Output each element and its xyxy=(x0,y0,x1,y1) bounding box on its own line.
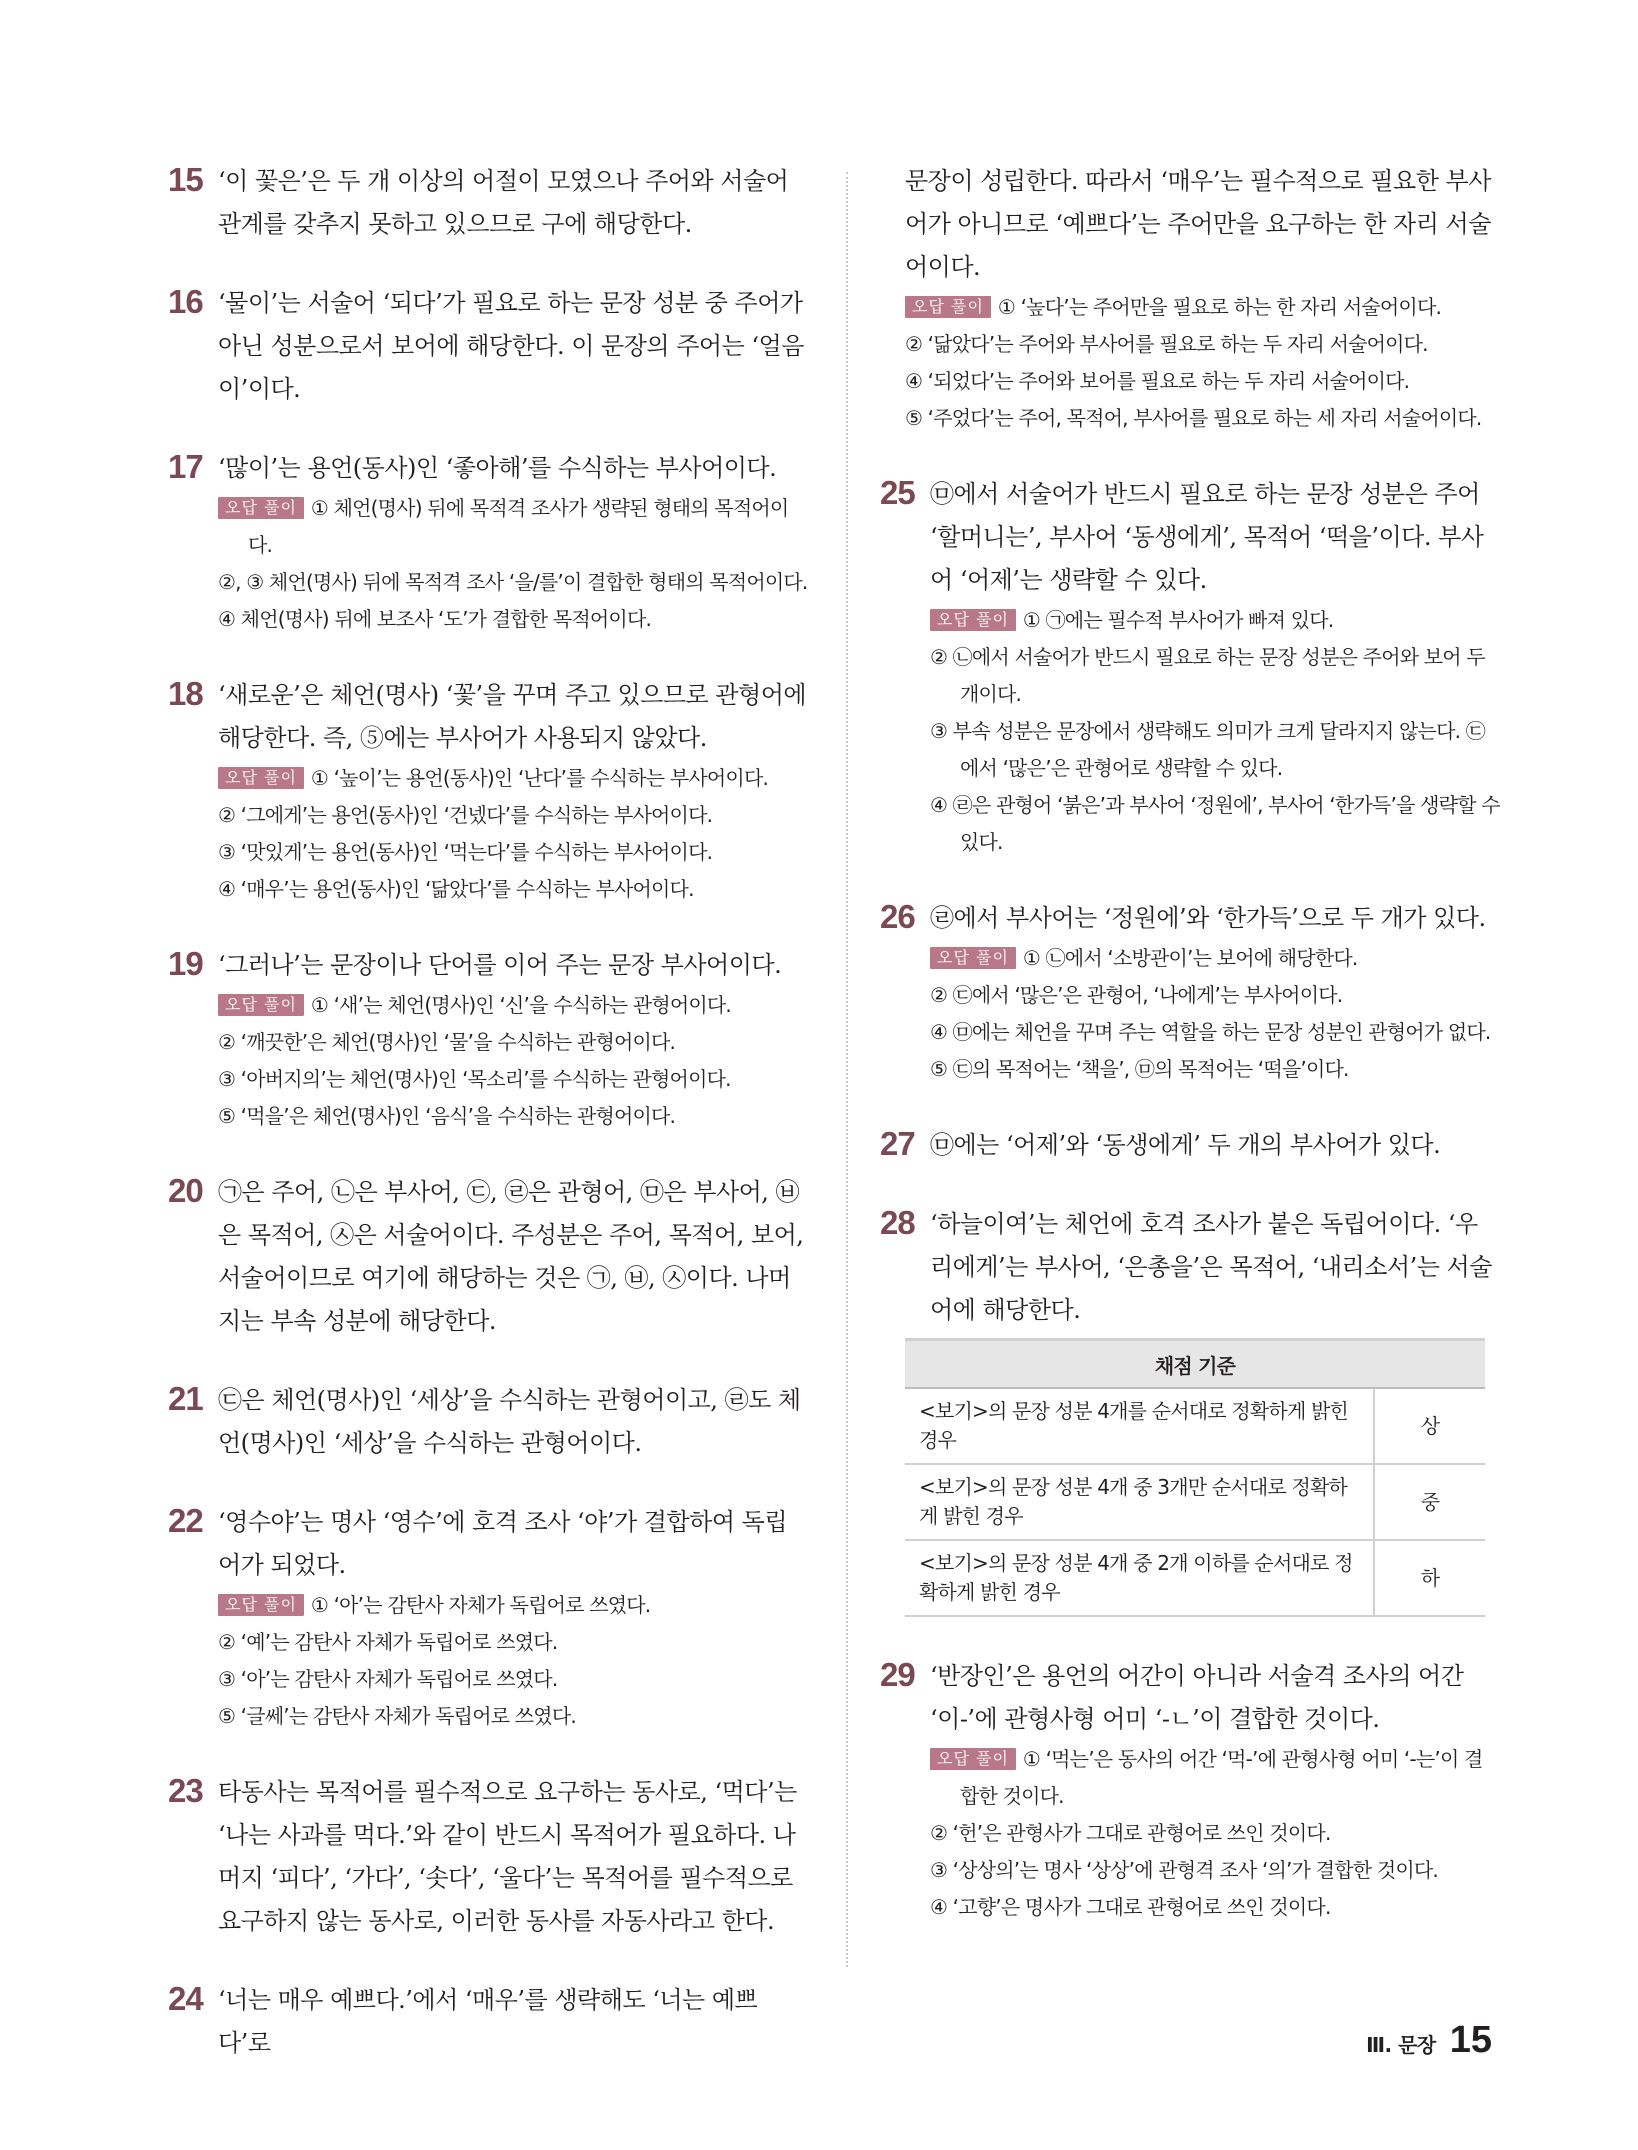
wrong-answer-badge: 오답 풀이 xyxy=(218,994,304,1016)
question-number: 17 xyxy=(168,448,203,485)
table-row xyxy=(905,1540,1485,1616)
scoring-criteria-header: 채점 기준 xyxy=(905,1340,1485,1389)
answer-24-continued xyxy=(880,160,1500,437)
question-number: 29 xyxy=(880,1656,915,1693)
explanation: ‘영수야’는 명사 ‘영수’에 호격 조사 ‘야’가 결합하여 독립어가 되었다. xyxy=(218,1508,788,1579)
answer-19 xyxy=(168,944,808,1135)
wrong-answer-notes xyxy=(905,289,1500,437)
page-footer xyxy=(1366,2019,1492,2062)
wrong-answer-notes xyxy=(930,940,1500,1088)
note-line: ③ ‘아버지의’는 체언(명사)인 ‘목소리’를 수식하는 관형어이다. xyxy=(218,1067,731,1091)
wrong-answer-notes xyxy=(930,1741,1500,1926)
wrong-answer-badge: 오답 풀이 xyxy=(930,1748,1016,1770)
question-number: 19 xyxy=(168,945,203,982)
wrong-answer-badge: 오답 풀이 xyxy=(930,947,1016,969)
wrong-answer-badge: 오답 풀이 xyxy=(218,767,304,789)
note-line: ② ‘예’는 감탄사 자체가 독립어로 쓰였다. xyxy=(218,1630,558,1654)
grade-cell: 하 xyxy=(1374,1540,1485,1616)
explanation: ㉤에서 서술어가 반드시 필요로 하는 문장 성분은 주어 ‘할머니는’, 부사어 ‘동생에게’, 목적어 ‘떡을’이다. 부사어 ‘어제’는 생략할 수 있다. xyxy=(930,480,1484,594)
criterion-cell: <보기>의 문장 성분 4개 중 3개만 순서대로 정확하게 밝힌 경우 xyxy=(905,1464,1374,1540)
right-column xyxy=(880,160,1500,1962)
note-line: ⑤ ‘주었다’는 주어, 목적어, 부사어를 필요로 하는 세 자리 서술어이다. xyxy=(905,406,1482,430)
note-line: ② ㉢에서 ‘많은’은 관형어, ‘나에게’는 부사어이다. xyxy=(930,983,1343,1007)
note-line: ① ㉠에는 필수적 부사어가 빠져 있다. xyxy=(1022,608,1334,632)
wrong-answer-notes xyxy=(218,987,808,1135)
note-line: ① ‘새’는 체언(명사)인 ‘신’을 수식하는 관형어이다. xyxy=(310,993,731,1017)
wrong-answer-badge: 오답 풀이 xyxy=(218,497,304,519)
wrong-answer-badge: 오답 풀이 xyxy=(930,609,1016,631)
question-number: 24 xyxy=(168,1980,203,2017)
question-number: 27 xyxy=(880,1125,915,1162)
table-row xyxy=(905,1464,1485,1540)
note-line: ②, ③ 체언(명사) 뒤에 목적격 조사 ‘을/를’이 결합한 형태의 목적어이다. xyxy=(218,570,808,594)
table-row xyxy=(905,1388,1485,1464)
question-number: 25 xyxy=(880,474,915,511)
answer-28 xyxy=(880,1203,1500,1332)
answer-22 xyxy=(168,1501,808,1735)
answer-24 xyxy=(168,1979,808,2065)
note-line: ④ ‘되었다’는 주어와 보어를 필요로 하는 두 자리 서술어이다. xyxy=(905,369,1410,393)
question-number: 20 xyxy=(168,1172,203,1209)
column-divider xyxy=(846,172,848,1967)
note-line: ⑤ ‘먹을’은 체언(명사)인 ‘음식’을 수식하는 관형어이다. xyxy=(218,1104,676,1128)
page-number: 15 xyxy=(1449,2019,1492,2061)
criterion-cell: <보기>의 문장 성분 4개 중 2개 이하를 순서대로 정확하게 밝힌 경우 xyxy=(905,1540,1374,1616)
answer-18 xyxy=(168,674,808,908)
criterion-cell: <보기>의 문장 성분 4개를 순서대로 정확하게 밝힌 경우 xyxy=(905,1388,1374,1464)
explanation: ㉤에는 ‘어제’와 ‘동생에게’ 두 개의 부사어가 있다. xyxy=(930,1131,1441,1159)
note-line: ④ ㉣은 관형어 ‘붉은’과 부사어 ‘정원에’, 부사어 ‘한가득’을 생략할 수 있다. xyxy=(930,793,1500,854)
note-line: ③ ‘아’는 감탄사 자체가 독립어로 쓰였다. xyxy=(218,1667,558,1691)
explanation: ㉣에서 부사어는 ‘정원에’와 ‘한가득’으로 두 개가 있다. xyxy=(930,904,1486,932)
grade-cell: 중 xyxy=(1374,1464,1485,1540)
wrong-answer-notes xyxy=(218,490,808,638)
note-line: ④ ㉤에는 체언을 꾸며 주는 역할을 하는 문장 성분인 관형어가 없다. xyxy=(930,1020,1491,1044)
note-line: ② ‘그에게’는 용언(동사)인 ‘건넸다’를 수식하는 부사어이다. xyxy=(218,803,713,827)
explanation: ‘물이’는 서술어 ‘되다’가 필요로 하는 문장 성분 중 주어가 아닌 성분으로서 보어에 해당한다. 이 문장의 주어는 ‘얼음이’이다. xyxy=(218,289,804,403)
wrong-answer-badge: 오답 풀이 xyxy=(905,296,991,318)
note-line: ② ‘헌’은 관형사가 그대로 관형어로 쓰인 것이다. xyxy=(930,1821,1331,1845)
wrong-answer-notes xyxy=(218,1587,808,1735)
note-line: ① ‘아’는 감탄사 자체가 독립어로 쓰였다. xyxy=(310,1593,651,1617)
left-column xyxy=(168,160,808,2101)
note-line: ④ ‘고향’은 명사가 그대로 관형어로 쓰인 것이다. xyxy=(930,1895,1331,1919)
explanation: ‘많이’는 용언(동사)인 ‘좋아해’를 수식하는 부사어이다. xyxy=(218,454,777,482)
explanation: ‘그러나’는 문장이나 단어를 이어 주는 문장 부사어이다. xyxy=(218,951,782,979)
note-line: ③ ‘상상의’는 명사 ‘상상’에 관형격 조사 ‘의’가 결합한 것이다. xyxy=(930,1858,1438,1882)
note-line: ① ‘높다’는 주어만을 필요로 하는 한 자리 서술어이다. xyxy=(997,295,1442,319)
note-line: ① 체언(명사) 뒤에 목적격 조사가 생략된 형태의 목적어이다. xyxy=(248,496,789,557)
explanation: ‘반장인’은 용언의 어간이 아니라 서술격 조사의 어간 ‘이-’에 관형사형 어미 ‘-ㄴ’이 결합한 것이다. xyxy=(930,1662,1464,1733)
note-line: ④ 체언(명사) 뒤에 보조사 ‘도’가 결합한 목적어이다. xyxy=(218,607,652,631)
explanation: ‘이 꽃은’은 두 개 이상의 어절이 모였으나 주어와 서술어 관계를 갖추지 못하고 있으므로 구에 해당한다. xyxy=(218,167,789,238)
explanation: ‘하늘이여’는 체언에 호격 조사가 붙은 독립어이다. ‘우리에게’는 부사어, ‘은총을’은 목적어, ‘내리소서’는 서술어에 해당한다. xyxy=(930,1210,1492,1324)
scoring-criteria-table xyxy=(905,1338,1485,1617)
question-number: 28 xyxy=(880,1204,915,1241)
note-line: ④ ‘매우’는 용언(동사)인 ‘닮았다’를 수식하는 부사어이다. xyxy=(218,877,694,901)
explanation: ‘너는 매우 예쁘다.’에서 ‘매우’를 생략해도 ‘너는 예쁘다’로 xyxy=(218,1986,758,2057)
wrong-answer-notes xyxy=(930,602,1500,861)
answer-15 xyxy=(168,160,808,246)
answer-29 xyxy=(880,1655,1500,1926)
note-line: ① ‘먹는’은 동사의 어간 ‘먹-’에 관형사형 어미 ‘-는’이 결합한 것이다. xyxy=(960,1747,1483,1808)
explanation: ㉢은 체언(명사)인 ‘세상’을 수식하는 관형어이고, ㉣도 체언(명사)인 ‘세상’을 수식하는 관형어이다. xyxy=(218,1386,801,1457)
question-number: 16 xyxy=(168,283,203,320)
note-line: ⑤ ㉢의 목적어는 ‘책을’, ㉤의 목적어는 ‘떡을’이다. xyxy=(930,1057,1349,1081)
answer-20 xyxy=(168,1171,808,1343)
explanation: 문장이 성립한다. 따라서 ‘매우’는 필수적으로 필요한 부사어가 아니므로 ‘예쁘다’는 주어만을 요구하는 한 자리 서술어이다. xyxy=(905,167,1491,281)
question-number: 15 xyxy=(168,161,203,198)
note-line: ② ‘닮았다’는 주어와 부사어를 필요로 하는 두 자리 서술어이다. xyxy=(905,332,1428,356)
explanation: ㉠은 주어, ㉡은 부사어, ㉢, ㉣은 관형어, ㉤은 부사어, ㉥은 목적어, ㉦은 서술어이다. 주성분은 주어, 목적어, 보어, 서술어이므로 여기에 해당하는 것은 ㉠, ㉥, ㉦이다. 나머지는 부속 성분에 해당한다. xyxy=(218,1178,804,1335)
wrong-answer-badge: 오답 풀이 xyxy=(218,1594,304,1616)
answer-23 xyxy=(168,1771,808,1943)
explanation: 타동사는 목적어를 필수적으로 요구하는 동사로, ‘먹다’는 ‘나는 사과를 먹다.’와 같이 반드시 목적어가 필요하다. 나머지 ‘피다’, ‘가다’, ‘솟다’, ‘울다’는 목적어를 필수적으로 요구하지 않는 동사로, 이러한 동사를 자동사라고 한다. xyxy=(218,1778,797,1935)
answer-21 xyxy=(168,1379,808,1465)
answer-26 xyxy=(880,897,1500,1088)
explanation: ‘새로운’은 체언(명사) ‘꽃’을 꾸며 주고 있으므로 관형어에 해당한다. 즉, ⑤에는 부사어가 사용되지 않았다. xyxy=(218,681,807,752)
question-number: 23 xyxy=(168,1772,203,1809)
question-number: 22 xyxy=(168,1502,203,1539)
answer-27 xyxy=(880,1124,1500,1167)
grade-cell: 상 xyxy=(1374,1388,1485,1464)
answer-16 xyxy=(168,282,808,411)
note-line: ① ㉡에서 ‘소방관이’는 보어에 해당한다. xyxy=(1022,946,1358,970)
section-label: Ⅲ. 문장 xyxy=(1366,2033,1436,2057)
note-line: ① ‘높이’는 용언(동사)인 ‘난다’를 수식하는 부사어이다. xyxy=(310,766,769,790)
question-number: 26 xyxy=(880,898,915,935)
question-number: 18 xyxy=(168,675,203,712)
question-number: 21 xyxy=(168,1380,203,1417)
wrong-answer-notes xyxy=(218,760,808,908)
note-line: ② ㉡에서 서술어가 반드시 필요로 하는 문장 성분은 주어와 보어 두 개이다. xyxy=(930,645,1485,706)
note-line: ③ ‘맛있게’는 용언(동사)인 ‘먹는다’를 수식하는 부사어이다. xyxy=(218,840,713,864)
note-line: ⑤ ‘글쎄’는 감탄사 자체가 독립어로 쓰였다. xyxy=(218,1704,576,1728)
note-line: ② ‘깨끗한’은 체언(명사)인 ‘물’을 수식하는 관형어이다. xyxy=(218,1030,676,1054)
note-line: ③ 부속 성분은 문장에서 생략해도 의미가 크게 달라지지 않는다. ㉢에서 ‘많은’은 관형어로 생략할 수 있다. xyxy=(930,719,1485,780)
answer-17 xyxy=(168,447,808,638)
answer-25 xyxy=(880,473,1500,861)
